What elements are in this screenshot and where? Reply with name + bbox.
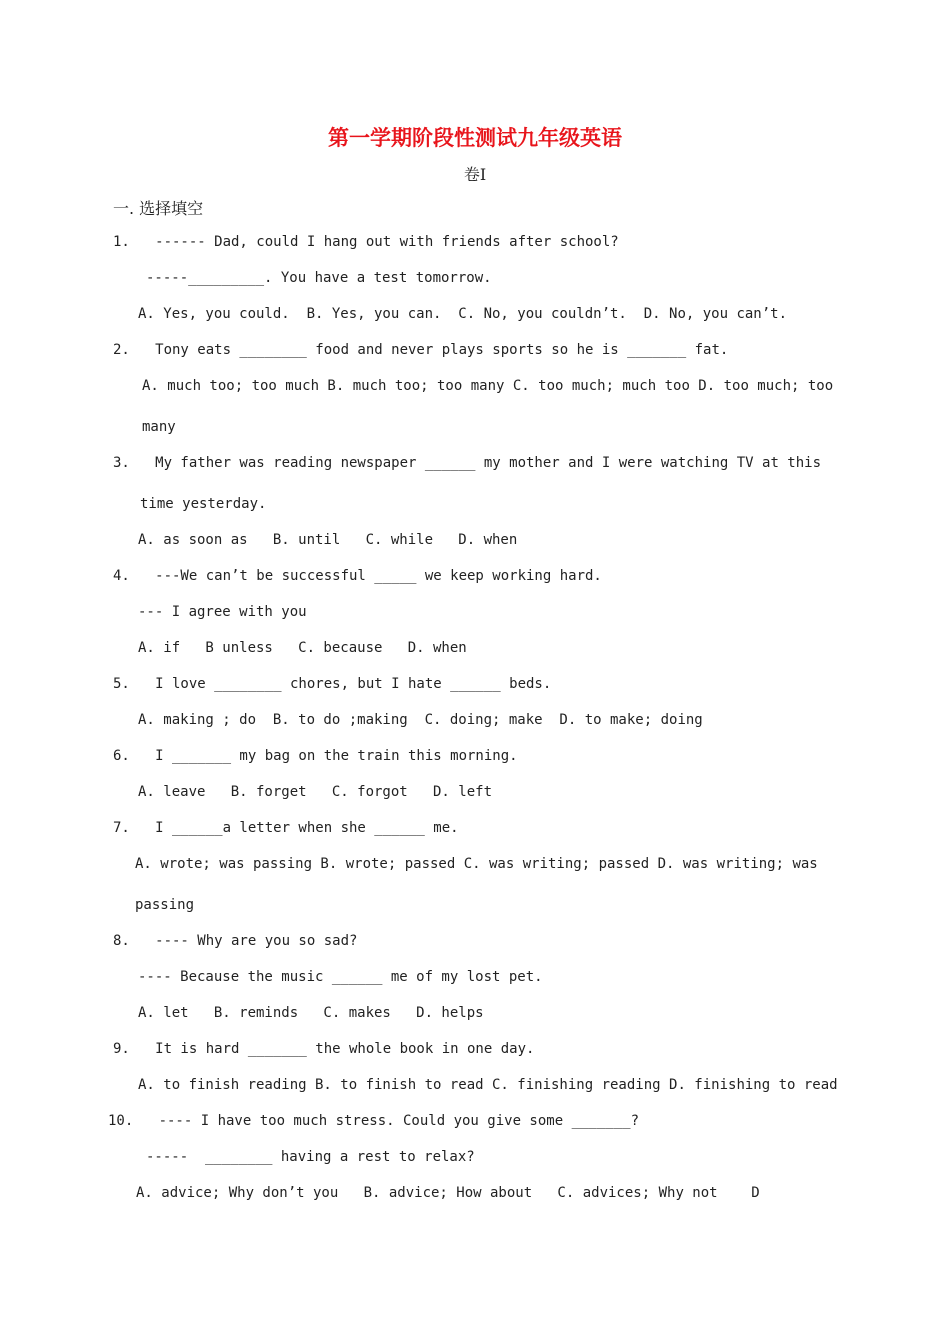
question-line: ---- Because the music ______ me of my lost pet. — [138, 969, 543, 985]
question-line: A. wrote; was passing B. wrote; passed C. was writing; passed D. was writing; was — [135, 856, 818, 872]
question-line: 9. It is hard _______ the whole book in one day. — [113, 1041, 535, 1057]
page-title: 第一学期阶段性测试九年级英语 — [328, 126, 622, 150]
question-line: -----_________. You have a test tomorrow. — [146, 270, 492, 286]
question-line: 8. ---- Why are you so sad? — [113, 933, 358, 949]
question-line: A. much too; too much B. much too; too many C. too much; much too D. too much; too — [142, 378, 834, 394]
question-line: A. making ; do B. to do ;making C. doing; make D. to make; doing — [138, 712, 703, 728]
question-line: A. advice; Why don’t you B. advice; How about C. advices; Why not D — [136, 1185, 760, 1201]
question-line: 4. ---We can’t be successful _____ we keep working hard. — [113, 568, 602, 584]
question-line: 1. ------ Dad, could I hang out with friends after school? — [113, 234, 619, 250]
question-line: ----- ________ having a rest to relax? — [146, 1149, 475, 1165]
question-line: many — [142, 419, 176, 435]
question-line: A. leave B. forget C. forgot D. left — [138, 784, 493, 800]
question-line: 2. Tony eats ________ food and never plays sports so he is _______ fat. — [113, 342, 729, 358]
paper-subtitle: 卷Ⅰ — [463, 165, 487, 184]
question-line: time yesterday. — [140, 496, 267, 512]
question-line: 3. My father was reading newspaper ______ my mother and I were watching TV at this — [113, 455, 822, 471]
question-line: 10. ---- I have too much stress. Could you give some _______? — [108, 1113, 640, 1129]
section-heading: 一. 选择填空 — [113, 199, 204, 218]
question-line: --- I agree with you — [138, 604, 307, 620]
question-line: A. let B. reminds C. makes D. helps — [138, 1005, 484, 1021]
question-line: 7. I ______a letter when she ______ me. — [113, 820, 459, 836]
question-line: 5. I love ________ chores, but I hate ______ beds. — [113, 676, 552, 692]
question-line: A. to finish reading B. to finish to read C. finishing reading D. finishing to read — [138, 1077, 838, 1093]
question-line: passing — [135, 897, 195, 913]
question-line: 6. I _______ my bag on the train this morning. — [113, 748, 518, 764]
question-line: A. Yes, you could. B. Yes, you can. C. No, you couldn’t. D. No, you can’t. — [138, 306, 788, 322]
question-line: A. as soon as B. until C. while D. when — [138, 532, 518, 548]
question-line: A. if B unless C. because D. when — [138, 640, 467, 656]
